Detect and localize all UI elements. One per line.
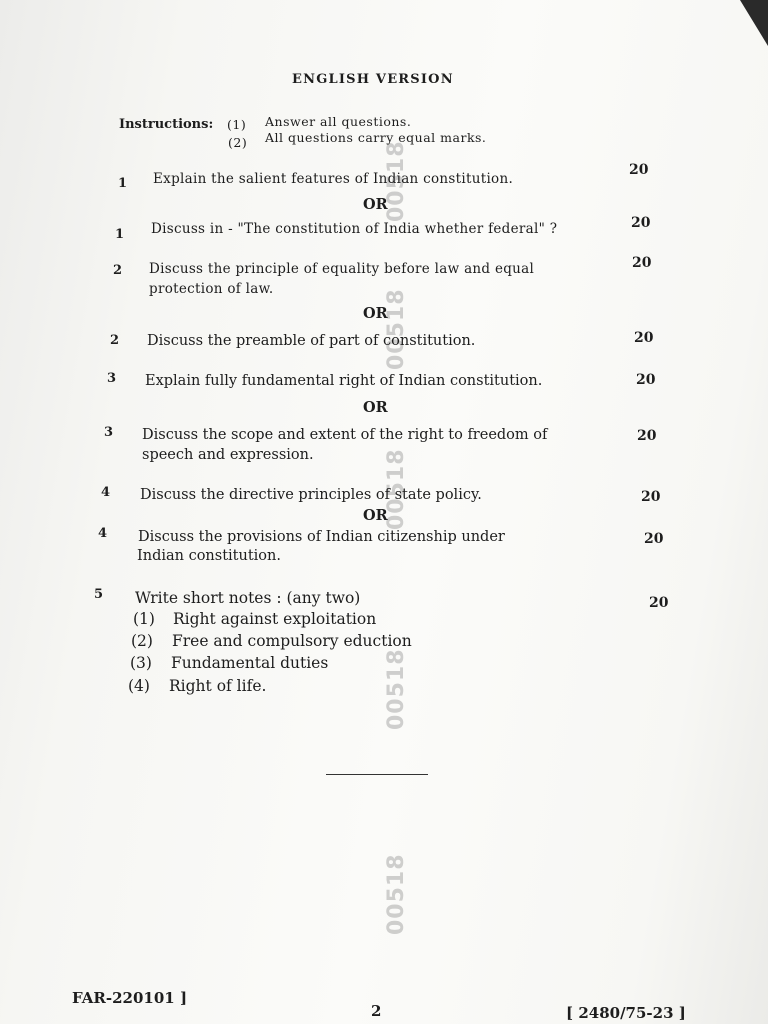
instructions-label: Instructions: <box>119 117 214 132</box>
instruction-number: (2) <box>228 135 248 150</box>
subitem-number: (2) <box>131 632 153 650</box>
subitem-text: Right of life. <box>169 677 267 695</box>
question-marks: 20 <box>644 531 664 547</box>
page-number: 2 <box>371 1002 382 1020</box>
page-title: ENGLISH VERSION <box>292 72 454 87</box>
question-text: Explain fully fundamental right of Indian constitution. <box>145 373 543 389</box>
subitem-text: Free and compulsory eduction <box>172 632 412 650</box>
subitem-number: (1) <box>133 610 155 628</box>
question-number: 5 <box>94 587 104 602</box>
question-marks: 20 <box>632 255 652 271</box>
question-marks: 20 <box>629 162 649 178</box>
watermark-stamp: 00518 <box>384 853 409 935</box>
question-text-line: Discuss the provisions of Indian citizenship under <box>138 529 505 545</box>
question-text: Discuss the directive principles of state policy. <box>140 487 482 503</box>
subitem-number: (3) <box>130 654 152 672</box>
question-text: Discuss the preamble of part of constitution. <box>147 333 476 349</box>
question-number: 3 <box>104 425 114 440</box>
question-marks: 20 <box>634 330 654 346</box>
subitem-number: (4) <box>128 677 150 695</box>
question-number: 2 <box>113 263 123 278</box>
question-text-line: Indian constitution. <box>137 548 281 564</box>
question-number: 4 <box>101 485 111 500</box>
watermark-stamp: 00518 <box>384 448 409 530</box>
subitem-text: Fundamental duties <box>171 654 329 672</box>
question-text: Explain the salient features of Indian constitution. <box>153 171 514 187</box>
or-separator: OR <box>363 507 388 524</box>
question-text-line: Discuss the scope and extent of the right to freedom of <box>142 427 548 443</box>
question-text: Write short notes : (any two) <box>135 589 361 607</box>
instruction-text: Answer all questions. <box>265 114 412 129</box>
paper-reference: [ 2480/75-23 ] <box>566 1004 686 1022</box>
question-text: Discuss in - "The constitution of India whether federal" ? <box>151 221 558 237</box>
question-number: 1 <box>118 176 128 191</box>
question-number: 1 <box>115 227 125 242</box>
question-text-line: protection of law. <box>149 281 274 297</box>
watermark-stamp: 00518 <box>384 140 409 222</box>
end-divider <box>326 774 428 775</box>
question-marks: 20 <box>631 215 651 231</box>
question-number: 4 <box>98 526 108 541</box>
instruction-text: All questions carry equal marks. <box>265 130 487 145</box>
question-number: 2 <box>110 333 120 348</box>
or-separator: OR <box>363 399 388 416</box>
question-marks: 20 <box>641 489 661 505</box>
page-corner-shadow <box>740 0 768 46</box>
watermark-stamp: 00518 <box>384 288 409 370</box>
instruction-number: (1) <box>227 117 247 132</box>
subitem-text: Right against exploitation <box>173 610 377 628</box>
question-marks: 20 <box>636 372 656 388</box>
watermark-stamp: 00518 <box>384 648 409 730</box>
or-separator: OR <box>363 196 388 213</box>
question-text-line: speech and expression. <box>142 447 314 463</box>
question-text-line: Discuss the principle of equality before law and equal <box>149 261 535 277</box>
question-number: 3 <box>107 371 117 386</box>
question-marks: 20 <box>649 595 669 611</box>
paper-code: FAR-220101 ] <box>72 989 188 1007</box>
question-marks: 20 <box>637 428 657 444</box>
or-separator: OR <box>363 305 388 322</box>
